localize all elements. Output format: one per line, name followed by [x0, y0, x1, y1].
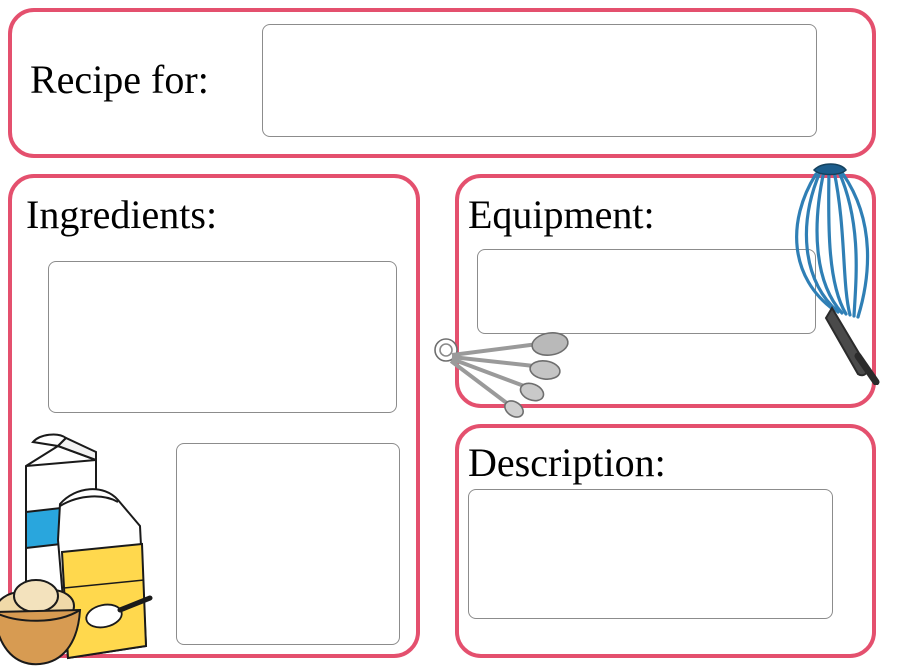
equipment-input[interactable] — [477, 249, 816, 334]
recipe-for-label: Recipe for: — [30, 57, 209, 102]
ingredients-input-1[interactable] — [48, 261, 397, 413]
ingredients-input-2[interactable] — [176, 443, 400, 645]
ingredients-label: Ingredients: — [26, 192, 218, 237]
equipment-label: Equipment: — [468, 192, 655, 237]
recipe-for-input[interactable] — [262, 24, 817, 137]
description-label: Description: — [468, 440, 666, 485]
description-input[interactable] — [468, 489, 833, 619]
